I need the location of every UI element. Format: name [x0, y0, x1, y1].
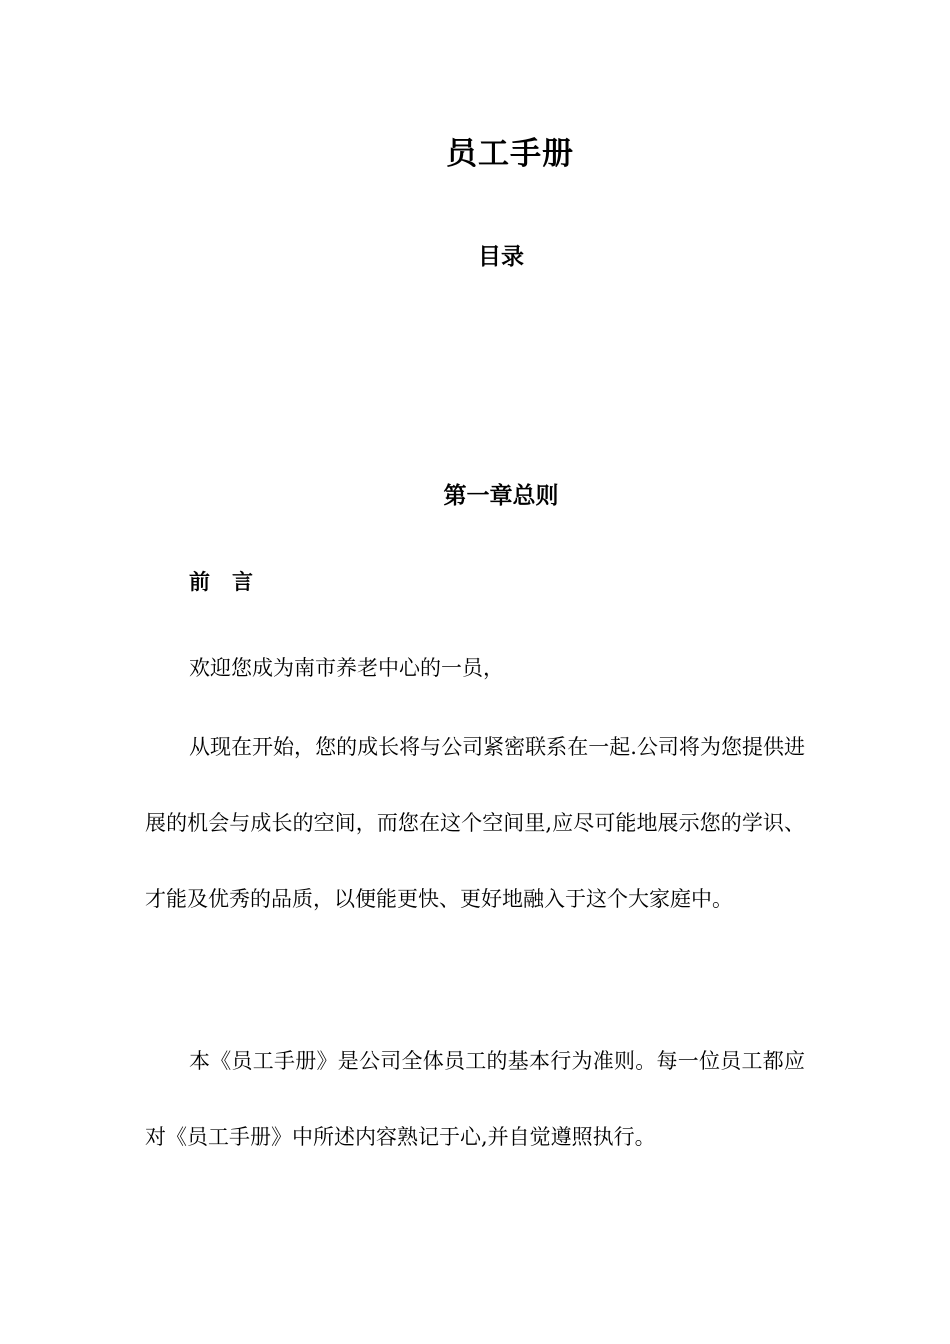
section-heading: 前言 [189, 569, 275, 594]
document-title: 员工手册 [446, 136, 574, 172]
paragraph-growth: 从现在开始，您的成长将与公司紧密联系在一起.公司将为您提供进展的机会与成长的空间，而您在这个空间里,应尽可能地展示您的学识、才能及优秀的品质，以便能更快、更好地融入于这个大家庭中。 [145, 735, 805, 911]
paragraph-handbook-rules: 本《员工手册》是公司全体员工的基本行为准则。每一位员工都应对《员工手册》中所述内容熟记于心,并自觉遵照执行。 [145, 1049, 805, 1149]
paragraph-welcome: 欢迎您成为南市养老中心的一员， [189, 656, 504, 680]
chapter-title: 第一章总则 [443, 482, 559, 509]
table-of-contents-heading: 目录 [478, 243, 524, 270]
